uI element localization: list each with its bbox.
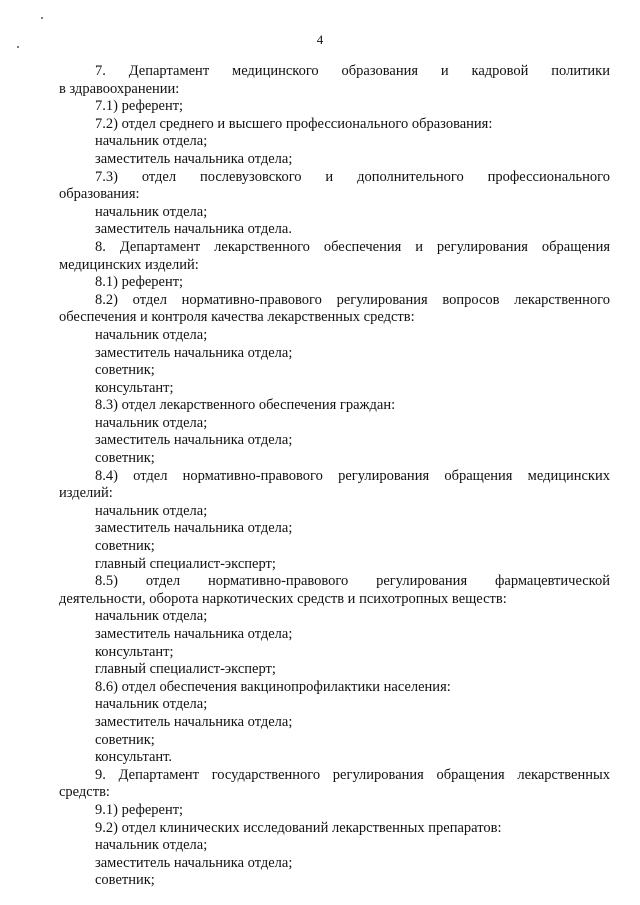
text-line: 9.2) отдел клинических исследований лекарственных препаратов: (95, 819, 502, 836)
text-line: главный специалист-эксперт; (95, 661, 276, 678)
text-line: заместитель начальника отдела; (95, 713, 293, 730)
text-line: начальник отдела; (95, 502, 208, 519)
text-line: 8.1) референт; (95, 274, 184, 291)
text-line: начальник отдела; (95, 696, 208, 713)
text-line: начальник отдела; (95, 837, 208, 854)
text-line: 8.4) отдел нормативно-правового регулирования обращения медицинских (95, 467, 610, 484)
text-line: начальник отдела; (95, 203, 208, 220)
scan-speck (41, 17, 43, 19)
text-line: 7.2) отдел среднего и высшего профессионального образования: (95, 115, 493, 132)
text-line: медицинских изделий: (59, 256, 199, 273)
text-line: консультант. (95, 749, 173, 766)
text-line: 8.2) отдел нормативно-правового регулирования вопросов лекарственного (95, 291, 610, 308)
text-line: в здравоохранении: (59, 80, 180, 97)
text-line: обеспечения и контроля качества лекарственных средств: (59, 309, 415, 326)
text-line: начальник отдела; (95, 414, 208, 431)
text-line: 8.3) отдел лекарственного обеспечения граждан: (95, 397, 396, 414)
text-line: деятельности, оборота наркотических средств и психотропных веществ: (59, 590, 507, 607)
text-line: 8. Департамент лекарственного обеспечения и регулирования обращения (95, 238, 610, 255)
text-line: консультант; (95, 643, 174, 660)
text-line: заместитель начальника отдела; (95, 626, 293, 642)
text-line: заместитель начальника отдела; (95, 150, 293, 167)
text-line: заместитель начальника отдела; (95, 854, 293, 871)
text-line: советник; (95, 450, 155, 467)
text-line: 7. Департамент медицинского образования и кадровой политики (95, 63, 610, 79)
text-line: заместитель начальника отдела. (95, 221, 292, 238)
text-line: 7.1) референт; (95, 98, 184, 115)
text-line: 9.1) референт; (95, 801, 184, 818)
text-line: заместитель начальника отдела; (95, 520, 293, 537)
text-line: начальник отдела; (95, 608, 208, 625)
text-line: 7.3) отдел послевузовского и дополнительного профессионального (95, 168, 610, 185)
text-line: 9. Департамент государственного регулирования обращения лекарственных (95, 766, 610, 783)
document-body (59, 63, 610, 890)
text-line: советник; (95, 872, 155, 889)
text-line: главный специалист-эксперт; (95, 555, 276, 572)
text-line: заместитель начальника отдела; (95, 344, 293, 361)
text-line: 8.5) отдел нормативно-правового регулирования фармацевтической (95, 573, 610, 590)
text-line: 8.6) отдел обеспечения вакцинопрофилактики населения: (95, 678, 451, 695)
text-line: советник; (95, 731, 155, 748)
text-line: начальник отдела; (95, 133, 208, 150)
text-line: советник; (95, 362, 155, 379)
page-number: 4 (316, 32, 324, 47)
text-line: начальник отдела; (95, 326, 208, 343)
text-line: советник; (95, 538, 155, 555)
text-line: изделий: (59, 485, 113, 502)
text-line: средств: (59, 784, 110, 801)
text-line: заместитель начальника отдела; (95, 432, 293, 449)
text-line: консультант; (95, 379, 174, 396)
text-line: образования: (59, 186, 140, 203)
